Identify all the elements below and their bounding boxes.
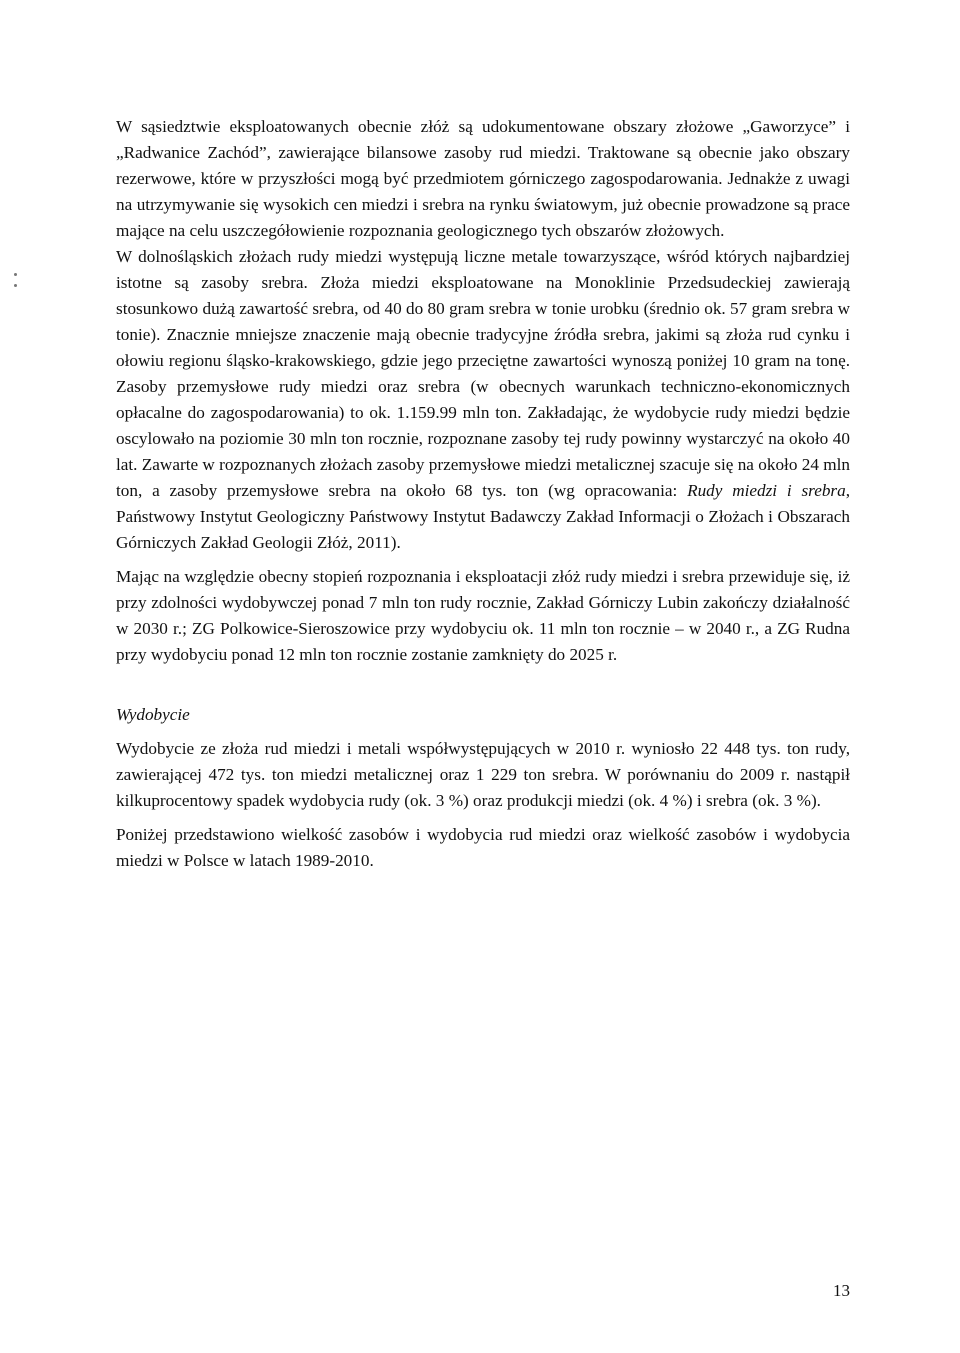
paragraph-silver-text-end: , Państwowy Instytut Geologiczny Państwowy Instytut Badawczy Zakład Informacji o Złożach i Obszarach Górniczych Zakład Geologii Złóż, 2011). bbox=[116, 481, 850, 552]
document-body bbox=[116, 114, 850, 882]
publication-title: Rudy miedzi i srebra bbox=[687, 481, 846, 500]
section-heading-wydobycie: Wydobycie bbox=[116, 705, 190, 724]
paragraph-summary: Poniżej przedstawiono wielkość zasobów i wydobycia rud miedzi oraz wielkość zasobów i wydobycia miedzi w Polsce w latach 1989-2010. bbox=[116, 825, 850, 870]
paragraph-production: Wydobycie ze złoża rud miedzi i metali współwystępujących w 2010 r. wyniosło 22 448 tys. ton rudy, zawierającej 472 tys. ton miedzi metalicznej oraz 1 229 ton srebra. W porównaniu do 2009 r. nastąpił kilkuprocentowy spadek wydobycia rudy (ok. 3 %) oraz produkcji miedzi (ok. 4 %) i srebra (ok. 3 %). bbox=[116, 739, 850, 810]
paragraph-silver-resources bbox=[116, 244, 850, 556]
paragraph-silver-text: W dolnośląskich złożach rudy miedzi występują liczne metale towarzyszące, wśród których najbardziej istotne są zasoby srebra. Złoża miedzi eksploatowane na Monoklinie Przedsudeckiej zawierają stosunkowo dużą zawartość srebra, od 40 do 80 gram srebra w tonie urobku (średnio ok. 57 gram srebra w tonie). Znacznie mniejsze znaczenie mają obecnie tradycyjne źródła srebra, jakimi są złoża rud cynku i ołowiu regionu śląsko-krakowskiego, gdzie jego przeciętne zawartości wynoszą poniżej 10 gram na tonę. Zasoby przemysłowe rudy miedzi oraz srebra (w obecnych warunkach techniczno-ekonomicznych opłacalne do zagospodarowania) to ok. 1.159.99 mln ton. Zakładając, że wydobycie rudy miedzi będzie oscylowało na poziomie 30 mln ton rocznie, rozpoznane zasoby tej rudy powinny wystarczyć na około 40 lat. Zawarte w rozpoznanych złożach zasoby przemysłowe miedzi metalicznej szacuje się na około 24 mln ton, a zasoby przemysłowe srebra na około 68 tys. ton (wg opracowania: bbox=[116, 247, 850, 500]
scan-speck bbox=[14, 284, 17, 287]
paragraph-mine-closures: Mając na względzie obecny stopień rozpoznania i eksploatacji złóż rudy miedzi i srebra przewiduje się, iż przy zdolności wydobywczej ponad 7 mln ton rudy rocznie, Zakład Górniczy Lubin zakończy działalność w 2030 r.; ZG Polkowice-Sieroszowice przy wydobyciu ok. 11 mln ton rocznie – w 2040 r., a ZG Rudna przy wydobyciu ponad 12 mln ton rocznie zostanie zamknięty do 2025 r. bbox=[116, 567, 850, 664]
scan-speck bbox=[14, 273, 17, 276]
paragraph-intro: W sąsiedztwie eksploatowanych obecnie złóż są udokumentowane obszary złożowe „Gaworzyce” i „Radwanice Zachód”, zawierające bilansowe zasoby rud miedzi. Traktowane są obecnie jako obszary rezerwowe, które w przyszłości mogą być przedmiotem górniczego zagospodarowania. Jednakże z uwagi na utrzymywanie się wysokich cen miedzi i srebra na rynku światowym, już obecnie prowadzone są prace mające na celu uszczegółowienie rozpoznania geologicznego tych obszarów złożowych. bbox=[116, 117, 850, 240]
page-number: 13 bbox=[833, 1281, 850, 1300]
